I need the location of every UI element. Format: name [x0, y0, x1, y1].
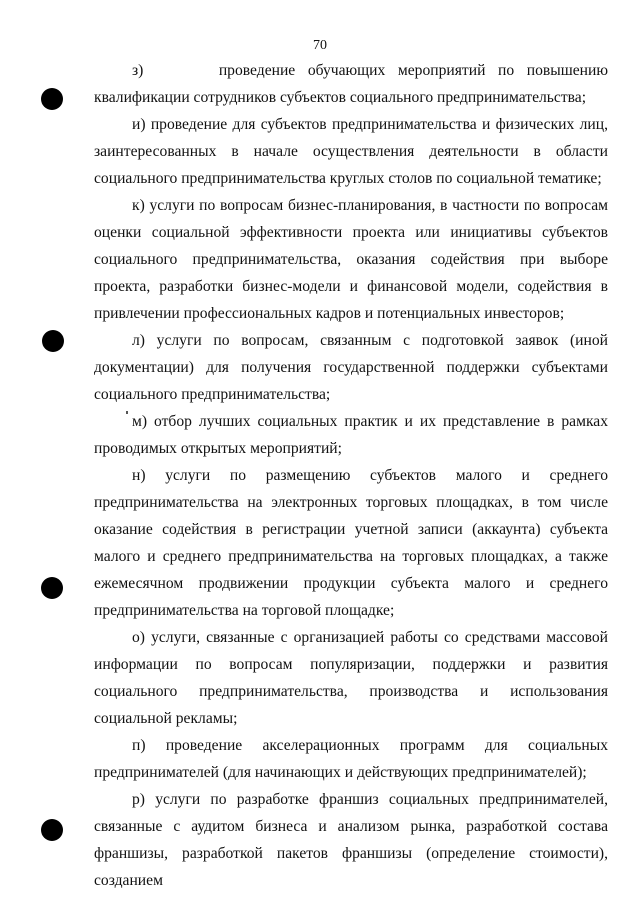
paragraph-n: н) услуги по размещению субъектов малого и среднего предпринимательства на электронных торговых площадках, в том числе оказание содействия в регистрации учетной записи (аккаунта) субъекта малого и среднего предпринимательства на торговых площадках, а также ежемесячном продвижении продукции субъекта малого и среднего предпринимательства на торговой площадке; — [94, 467, 608, 619]
paragraph-l: л) услуги по вопросам, связанным с подготовкой заявок (иной документации) для получения государственной поддержки субъектами социального предпринимательства; — [94, 332, 608, 403]
binder-hole-mark — [42, 330, 64, 352]
binder-hole-mark — [41, 577, 63, 599]
paragraph-m: м) отбор лучших социальных практик и их представление в рамках проводимых открытых мероприятий; — [94, 413, 608, 457]
binder-hole-mark — [41, 88, 63, 110]
paragraph-k: к) услуги по вопросам бизнес-планирования, в частности по вопросам оценки социальной эффективности проекта или инициативы субъектов социального предпринимательства, оказания содействия при выборе проекта, разработки бизнес-модели и финансовой модели, содействия в привлечении профессиональных кадров и потенциальных инвесторов; — [94, 197, 608, 322]
paragraph-o: о) услуги, связанные с организацией работы со средствами массовой информации по вопросам популяризации, поддержки и развития социального предпринимательства, производства и использования социальной рекламы; — [94, 629, 608, 727]
paragraph-r: р) услуги по разработке франшиз социальных предпринимателей, связанные с аудитом бизнеса и анализом рынка, разработкой состава франшизы, разработкой пакетов франшизы (определение стоимости), созданием — [94, 791, 608, 889]
paragraph-i: и) проведение для субъектов предпринимательства и физических лиц, заинтересованных в начале осуществления деятельности в области социального предпринимательства круглых столов по социальной тематике; — [94, 116, 608, 187]
document-body — [94, 57, 608, 894]
paragraph-p: п) проведение акселерационных программ для социальных предпринимателей (для начинающих и действующих предпринимателей); — [94, 737, 608, 781]
binder-hole-mark — [41, 819, 63, 841]
page-number: 70 — [313, 38, 327, 53]
paragraph-z: з) проведение обучающих мероприятий по повышению квалификации сотрудников субъектов социального предпринимательства; — [94, 62, 608, 106]
